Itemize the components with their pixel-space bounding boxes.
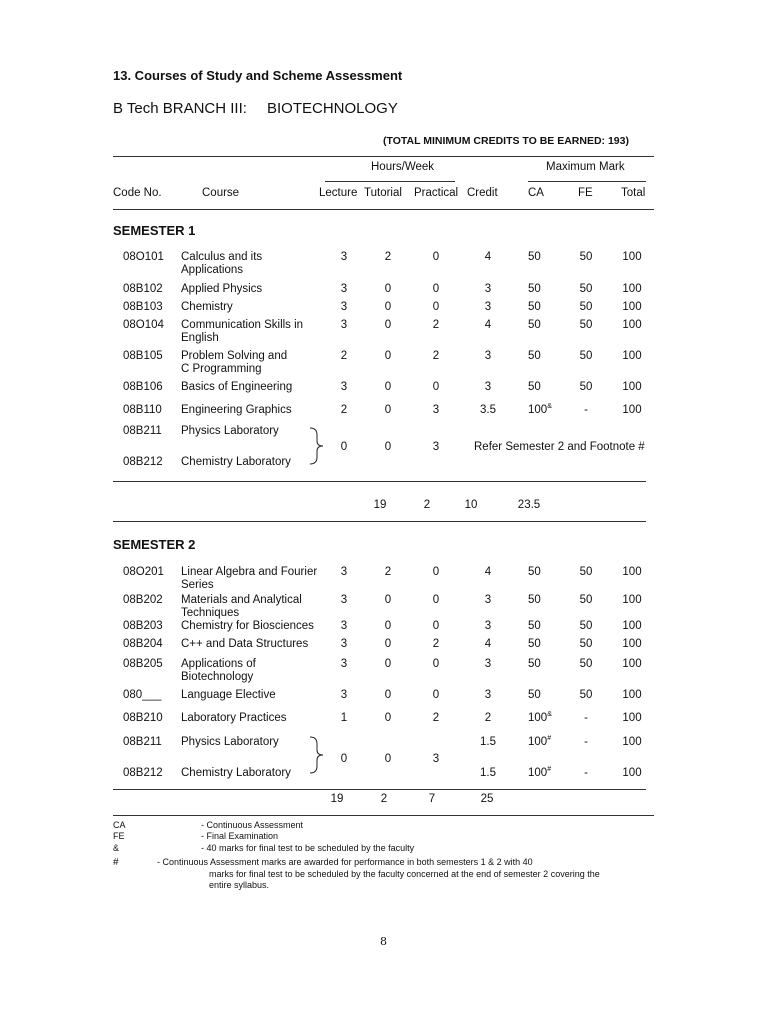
fe-mark: - xyxy=(584,712,588,724)
branch-label: B Tech BRANCH III: xyxy=(113,100,247,117)
lecture-hours: 3 xyxy=(340,594,348,606)
tutorial-hours: 0 xyxy=(384,319,392,331)
ca-mark: 50 xyxy=(528,251,541,263)
sem1-total-lecture: 19 xyxy=(373,499,387,511)
lab-code: 08B212 xyxy=(123,767,163,779)
credit-value: 3 xyxy=(484,620,492,632)
total-mark: 100 xyxy=(622,594,642,606)
course-name: Engineering Graphics xyxy=(181,404,292,416)
credit-value: 3 xyxy=(484,658,492,670)
credit-value: 3 xyxy=(484,594,492,606)
course-name: English xyxy=(181,332,219,344)
total-credits: (TOTAL MINIMUM CREDITS TO BE EARNED: 193) xyxy=(383,135,629,147)
fe-mark: 50 xyxy=(579,689,593,701)
lecture-hours: 3 xyxy=(340,620,348,632)
credit-value: 4 xyxy=(484,566,492,578)
lab-lecture: 0 xyxy=(340,441,348,453)
course-code: 080___ xyxy=(123,689,162,701)
sem2-total-credit: 25 xyxy=(480,793,494,805)
ca-mark: 100& xyxy=(528,403,552,416)
lab-course: Chemistry Laboratory xyxy=(181,767,291,779)
credit-value: 3 xyxy=(484,350,492,362)
course-name: Applications xyxy=(181,264,244,276)
practical-hours: 2 xyxy=(432,638,440,650)
credit-value: 3 xyxy=(484,301,492,313)
practical-hours: 2 xyxy=(432,319,440,331)
course-name: Calculus and its xyxy=(181,251,263,263)
total-mark: 100 xyxy=(622,404,642,416)
ca-mark: 50 xyxy=(528,301,541,313)
semester-1-title: SEMESTER 1 xyxy=(113,223,196,238)
lab-fe: - xyxy=(584,736,588,748)
practical-hours: 0 xyxy=(432,301,440,313)
ca-mark: 50 xyxy=(528,350,541,362)
hours-week-header: Hours/Week xyxy=(371,161,435,173)
course-name: Applied Physics xyxy=(181,283,263,295)
practical-hours: 0 xyxy=(432,283,440,295)
lab-code: 08B212 xyxy=(123,456,163,468)
credit-value: 2 xyxy=(484,712,492,724)
sem2-total-practical: 7 xyxy=(428,793,436,805)
lab-fe: - xyxy=(584,767,588,779)
sem1-totals-bottom-rule xyxy=(113,521,646,522)
lecture-hours: 3 xyxy=(340,381,348,393)
lecture-hours: 2 xyxy=(340,404,348,416)
credit-value: 3 xyxy=(484,381,492,393)
total-mark: 100 xyxy=(622,350,642,362)
lab-course: Physics Laboratory xyxy=(181,736,279,748)
practical-hours: 2 xyxy=(432,712,440,724)
lecture-hours: 3 xyxy=(340,301,348,313)
header-top-rule xyxy=(113,156,654,157)
brace-icon xyxy=(308,736,324,774)
col-total: Total xyxy=(621,187,646,199)
course-code: 08B202 xyxy=(123,594,163,606)
practical-hours: 0 xyxy=(432,594,440,606)
total-mark: 100 xyxy=(622,620,642,632)
course-name: Linear Algebra and Fourier xyxy=(181,566,318,578)
credit-value: 4 xyxy=(484,638,492,650)
credit-value: 4 xyxy=(484,319,492,331)
total-mark: 100 xyxy=(622,658,642,670)
course-code: 08B102 xyxy=(123,283,163,295)
lab-practical: 3 xyxy=(432,753,440,765)
sem1-total-credit: 23.5 xyxy=(517,499,541,511)
sem2-total-tutorial: 2 xyxy=(380,793,388,805)
total-mark: 100 xyxy=(622,381,642,393)
lab-code: 08B211 xyxy=(123,425,162,437)
fe-mark: 50 xyxy=(579,594,593,606)
semester-2-title: SEMESTER 2 xyxy=(113,537,196,552)
section-heading: 13. Courses of Study and Scheme Assessment xyxy=(113,68,403,83)
footnote-text: - Final Examination xyxy=(201,831,279,841)
lab-note: Refer Semester 2 and Footnote # xyxy=(474,441,645,453)
footnote-continuation: marks for final test to be scheduled by the faculty concerned at the end of semester 2 covering the xyxy=(209,869,600,879)
footnote-key: # xyxy=(113,857,119,868)
practical-hours: 0 xyxy=(432,381,440,393)
course-code: 08O101 xyxy=(123,251,164,263)
total-mark: 100 xyxy=(622,712,642,724)
footnote-text: - Continuous Assessment xyxy=(201,820,304,830)
course-name: Communication Skills in xyxy=(181,319,304,331)
course-name: Laboratory Practices xyxy=(181,712,287,724)
total-mark: 100 xyxy=(622,251,642,263)
header-bottom-rule xyxy=(113,209,654,210)
lab-practical: 3 xyxy=(432,441,440,453)
fe-mark: 50 xyxy=(579,350,593,362)
ca-mark: 50 xyxy=(528,594,541,606)
practical-hours: 0 xyxy=(432,658,440,670)
total-mark: 100 xyxy=(622,283,642,295)
tutorial-hours: 0 xyxy=(384,381,392,393)
tutorial-hours: 0 xyxy=(384,350,392,362)
course-name: Basics of Engineering xyxy=(181,381,293,393)
lecture-hours: 3 xyxy=(340,638,348,650)
course-name: Techniques xyxy=(181,607,240,619)
tutorial-hours: 0 xyxy=(384,283,392,295)
lab-lecture: 0 xyxy=(340,753,348,765)
marks-underline xyxy=(528,181,646,182)
fe-mark: 50 xyxy=(579,566,593,578)
lab-tutorial: 0 xyxy=(384,753,392,765)
ca-mark: 50 xyxy=(528,689,541,701)
branch-name: BIOTECHNOLOGY xyxy=(267,100,398,117)
lab-total: 100 xyxy=(622,767,642,779)
sem1-total-practical: 10 xyxy=(464,499,478,511)
lab-credit: 1.5 xyxy=(480,767,496,779)
course-name: Biotechnology xyxy=(181,671,254,683)
ca-mark: 50 xyxy=(528,319,541,331)
course-code: 08O104 xyxy=(123,319,164,331)
practical-hours: 2 xyxy=(432,350,440,362)
course-name: C Programming xyxy=(181,363,262,375)
lecture-hours: 3 xyxy=(340,658,348,670)
footnote-continuation: entire syllabus. xyxy=(209,880,270,890)
tutorial-hours: 0 xyxy=(384,638,392,650)
ca-mark: 50 xyxy=(528,620,541,632)
table-end-rule xyxy=(113,815,654,816)
col-code: Code No. xyxy=(113,187,162,199)
course-code: 08B204 xyxy=(123,638,163,650)
lab-total: 100 xyxy=(622,736,642,748)
col-fe: FE xyxy=(578,187,593,199)
total-mark: 100 xyxy=(622,638,642,650)
lab-ca: 100# xyxy=(528,735,552,748)
hours-underline xyxy=(325,181,455,182)
ca-mark: 50 xyxy=(528,381,541,393)
ca-mark: 50 xyxy=(528,638,541,650)
course-name: Materials and Analytical xyxy=(181,594,302,606)
brace-icon xyxy=(308,427,324,465)
sem1-total-tutorial: 2 xyxy=(423,499,431,511)
sem2-totals-top-rule xyxy=(113,789,646,790)
ca-mark: 50 xyxy=(528,658,541,670)
practical-hours: 0 xyxy=(432,689,440,701)
fe-mark: 50 xyxy=(579,301,593,313)
credit-value: 4 xyxy=(484,251,492,263)
course-name: Chemistry xyxy=(181,301,233,313)
credit-value: 3 xyxy=(484,689,492,701)
lecture-hours: 2 xyxy=(340,350,348,362)
lab-course: Physics Laboratory xyxy=(181,425,279,437)
tutorial-hours: 2 xyxy=(384,251,392,263)
credit-value: 3.5 xyxy=(480,404,496,416)
lecture-hours: 3 xyxy=(340,319,348,331)
total-mark: 100 xyxy=(622,566,642,578)
practical-hours: 0 xyxy=(432,566,440,578)
sem1-totals-top-rule xyxy=(113,481,646,482)
col-tutorial: Tutorial xyxy=(364,187,402,199)
lab-credit: 1.5 xyxy=(480,736,496,748)
lecture-hours: 3 xyxy=(340,283,348,295)
footnote-key: & xyxy=(113,843,120,853)
fe-mark: - xyxy=(584,404,588,416)
tutorial-hours: 0 xyxy=(384,712,392,724)
col-practical: Practical xyxy=(414,187,459,199)
col-course: Course xyxy=(202,187,240,199)
total-mark: 100 xyxy=(622,301,642,313)
tutorial-hours: 2 xyxy=(384,566,392,578)
fe-mark: 50 xyxy=(579,319,593,331)
course-name: Problem Solving and xyxy=(181,350,288,362)
col-ca: CA xyxy=(528,187,544,199)
lecture-hours: 3 xyxy=(340,566,348,578)
tutorial-hours: 0 xyxy=(384,620,392,632)
ca-mark: 50 xyxy=(528,566,541,578)
course-name: C++ and Data Structures xyxy=(181,638,309,650)
lecture-hours: 3 xyxy=(340,251,348,263)
footnote-key: CA xyxy=(113,820,126,830)
course-name: Language Elective xyxy=(181,689,276,701)
ca-mark: 100& xyxy=(528,711,552,724)
credit-value: 3 xyxy=(484,283,492,295)
ca-mark: 50 xyxy=(528,283,541,295)
course-code: 08B105 xyxy=(123,350,163,362)
course-code: 08B203 xyxy=(123,620,163,632)
footnote-text: - Continuous Assessment marks are awarded for performance in both semesters 1 & 2 with 40 xyxy=(157,857,533,867)
practical-hours: 0 xyxy=(432,620,440,632)
tutorial-hours: 0 xyxy=(384,404,392,416)
fe-mark: 50 xyxy=(579,620,593,632)
tutorial-hours: 0 xyxy=(384,301,392,313)
sem2-total-lecture: 19 xyxy=(330,793,344,805)
fe-mark: 50 xyxy=(579,251,593,263)
footnote-text: - 40 marks for final test to be scheduled by the faculty xyxy=(201,843,415,853)
course-code: 08O201 xyxy=(123,566,164,578)
lecture-hours: 3 xyxy=(340,689,348,701)
fe-mark: 50 xyxy=(579,658,593,670)
practical-hours: 3 xyxy=(432,404,440,416)
practical-hours: 0 xyxy=(432,251,440,263)
total-mark: 100 xyxy=(622,319,642,331)
col-credit: Credit xyxy=(467,187,498,199)
fe-mark: 50 xyxy=(579,283,593,295)
maximum-mark-header: Maximum Mark xyxy=(546,161,625,173)
lab-ca: 100# xyxy=(528,766,552,779)
fe-mark: 50 xyxy=(579,381,593,393)
total-mark: 100 xyxy=(622,689,642,701)
lecture-hours: 1 xyxy=(340,712,348,724)
course-name: Applications of xyxy=(181,658,256,670)
tutorial-hours: 0 xyxy=(384,689,392,701)
course-code: 08B205 xyxy=(123,658,163,670)
course-code: 08B110 xyxy=(123,404,162,416)
course-code: 08B103 xyxy=(123,301,163,313)
course-name: Chemistry for Biosciences xyxy=(181,620,314,632)
lab-code: 08B211 xyxy=(123,736,162,748)
course-code: 08B210 xyxy=(123,712,163,724)
col-lecture: Lecture xyxy=(319,187,358,199)
lab-tutorial: 0 xyxy=(384,441,392,453)
course-name: Series xyxy=(181,579,214,591)
course-code: 08B106 xyxy=(123,381,163,393)
footnote-key: FE xyxy=(113,831,125,841)
tutorial-hours: 0 xyxy=(384,658,392,670)
tutorial-hours: 0 xyxy=(384,594,392,606)
fe-mark: 50 xyxy=(579,638,593,650)
lab-course: Chemistry Laboratory xyxy=(181,456,291,468)
page-number: 8 xyxy=(380,935,387,948)
